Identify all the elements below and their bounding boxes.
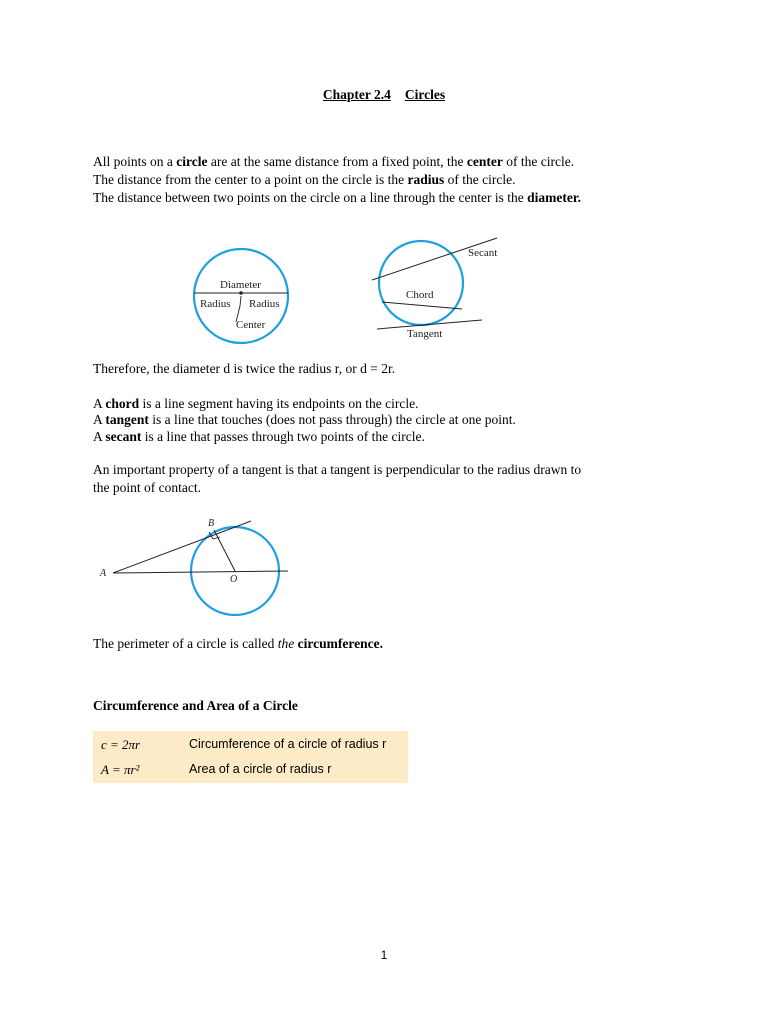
text-span: A [93, 396, 106, 411]
perimeter-sentence [93, 635, 383, 653]
text-span: The perimeter of a circle is called [93, 636, 278, 651]
term-circumference: circumference. [297, 636, 383, 651]
chord-label: Chord [406, 289, 434, 301]
diameter-relationship: Therefore, the diameter d is twice the radius r, or d = 2r. [93, 361, 396, 376]
chord-line [382, 302, 462, 309]
point-a-label: A [100, 568, 107, 579]
center-point [239, 291, 243, 295]
formula-row-area [101, 762, 401, 780]
tangent-line-ab [113, 521, 251, 573]
text-span: A [93, 412, 106, 427]
page-number: 1 [380, 948, 388, 962]
term-tangent: tangent [105, 412, 149, 427]
formula-lhs: A = πr² [101, 762, 140, 777]
text-span: The distance from the center to a point on the circle is the [93, 172, 408, 187]
secant-definition [93, 428, 425, 446]
horizontal-line [113, 571, 288, 573]
formula-lhs: c = 2πr [101, 737, 141, 752]
chapter-label: Chapter 2.4 [322, 87, 391, 102]
circle-parts-figure [180, 240, 320, 350]
chapter-topic: Circles [404, 87, 446, 102]
center-label: Center [236, 319, 266, 331]
secant-label: Secant [468, 247, 498, 259]
property-line-1: An important property of a tangent is that a tangent is perpendicular to the radius drawn to [93, 462, 582, 477]
intro-line-2 [93, 171, 516, 189]
term-center: center [466, 154, 503, 169]
text-span: The distance between two points on the circle on a line through the center is the [93, 190, 528, 205]
emphasis-the: the [277, 636, 295, 651]
point-o-label: O [230, 574, 238, 585]
text-span: A [93, 429, 106, 444]
radius-label-left: Radius [200, 298, 231, 310]
term-radius: radius [407, 172, 445, 187]
intro-line-1 [93, 153, 574, 171]
tangent-label: Tangent [407, 328, 443, 340]
intro-line-3 [93, 189, 581, 207]
text-span: is a line that passes through two points of the circle. [141, 429, 425, 444]
term-diameter: diameter. [527, 190, 581, 205]
diameter-label: Diameter [220, 279, 261, 291]
section-heading: Circumference and Area of a Circle [93, 698, 298, 713]
radius-ob [214, 530, 235, 571]
tangent-radius-figure [95, 512, 295, 616]
secant-chord-tangent-figure [370, 225, 510, 345]
text-span: is a line segment having its endpoints on the circle. [139, 396, 419, 411]
text-span: of the circle. [444, 172, 516, 187]
term-chord: chord [105, 396, 140, 411]
radius-label-right: Radius [249, 298, 280, 310]
term-circle: circle [176, 154, 208, 169]
text-span: All points on a [93, 154, 177, 169]
term-secant: secant [105, 429, 142, 444]
formula-desc: Area of a circle of radius r [189, 762, 332, 776]
formula-box [93, 731, 408, 783]
point-b-label: B [208, 518, 215, 529]
tangent-definition [93, 411, 516, 429]
formula-row-circumference [101, 737, 401, 755]
page-title [0, 87, 768, 103]
text-span: is a line that touches (does not pass through) the circle at one point. [148, 412, 516, 427]
property-line-2: the point of contact. [93, 480, 201, 495]
text-span: of the circle. [502, 154, 575, 169]
formula-desc: Circumference of a circle of radius r [189, 737, 387, 751]
text-span: are at the same distance from a fixed point, the [207, 154, 467, 169]
